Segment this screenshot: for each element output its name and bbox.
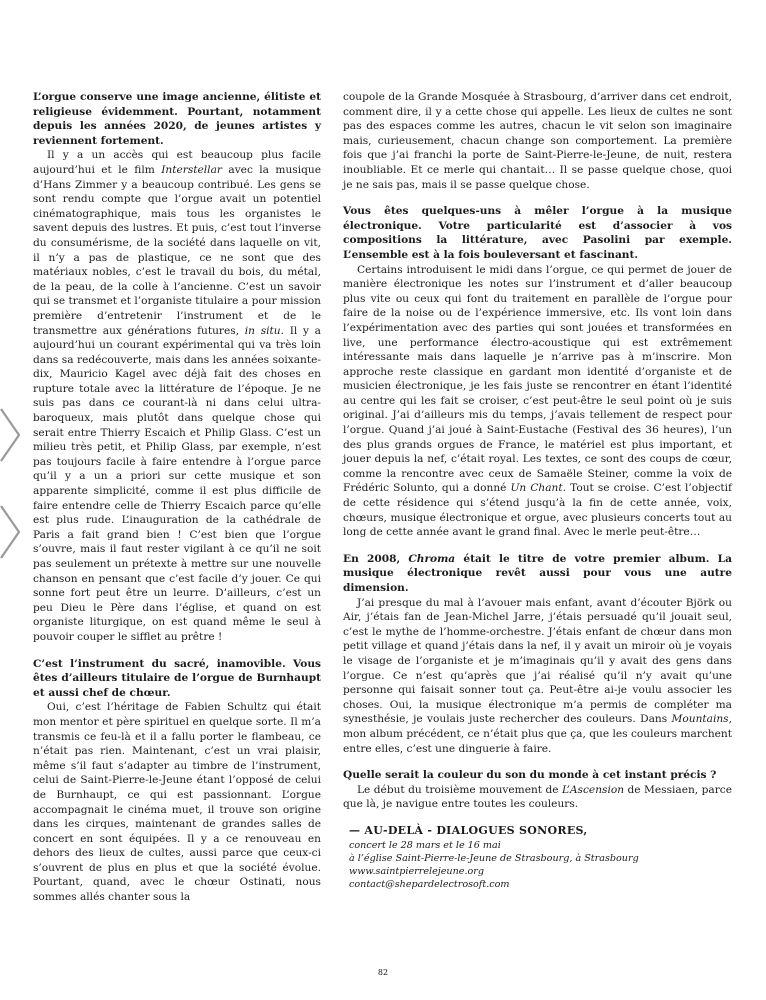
album-title-chroma: Chroma (408, 552, 456, 565)
chevron-down-icon (0, 504, 22, 560)
answer-2-continued: coupole de la Grande Mosquée à Strasbourg, d’arriver dans cet endroit, comment dire, il y a cette chose qui appelle. Les lieux de cultes ne sont pas des espaces comme les autres, chacun le vit selon son imaginaire mais, curieusement, chacun change son comportement. La première fois que j’ai franchi la porte de Saint-Pierre-le-Jeune, de nuit, restera inoubliable. Et ce merle qui chantait… Il se passe quelque chose, quoi je ne sais pas, mais il se passe quelque chose. (343, 91, 732, 191)
answer-1-text-a: Il y a un accès qui est beaucoup plus facile aujourd’hui et le film (33, 149, 321, 176)
page-number: 82 (377, 968, 389, 977)
left-column (33, 90, 321, 905)
event-contact-email: contact@shepardelectrosoft.com (349, 878, 510, 890)
event-website: www.saintpierrelejeune.org (349, 865, 485, 877)
event-title: — AU-DELÀ - DIALOGUES SONORES, (349, 823, 588, 837)
question-4 (343, 552, 732, 596)
answer-5-text-a: Le début du troisième mouvement de (357, 783, 563, 796)
question-3: Vous êtes quelques-uns à mêler l’orgue à la musique électronique. Votre particularité est d’associer à vos compositions la littérature, avec Pasolini par exemple. L’ensemble est à la fois bouleversant et fascinant. (343, 205, 732, 261)
answer-4-text-b: , mon album précédent, ce n’était plus que ça, que les couleurs marchent entre elles, c’est une dinguerie à faire. (343, 713, 732, 755)
question-4-text-b: était le titre de votre premier album. La musique électronique revêt aussi pour vous une autre dimension. (343, 552, 732, 594)
in-situ-italic: in situ (244, 324, 281, 337)
answer-1 (33, 148, 321, 644)
chevron-up-icon (0, 407, 22, 463)
event-venue: à l’église Saint-Pierre-le-Jeune de Strasbourg, à Strasbourg (349, 852, 639, 864)
question-2: C’est l’instrument du sacré, inamovible. Vous êtes d’ailleurs titulaire de l’orgue de Burnhaupt et aussi chef de chœur. (33, 657, 321, 699)
album-title-mountains: Mountains (671, 713, 729, 726)
answer-3-text-b: . Tout se croise. C’est l’objectif de cette résidence qui s’étend jusqu’à la fin de cette année, voix, chœurs, musique électronique et orgue, avec plusieurs concerts tout au long de cette année avant le grand final. Avec le merle peut-être… (343, 482, 732, 539)
answer-3 (343, 263, 732, 540)
question-5: Quelle serait la couleur du son du monde à cet instant précis ? (343, 769, 717, 782)
event-dates: concert le 28 mars et le 16 mai (349, 839, 501, 851)
answer-1-text-b: avec la musique d’Hans Zimmer y a beaucoup contribué. Les gens se sont rendu compte que l’orgue avait un potentiel cinématographique, mais tous les organistes le savent depuis des lustres. Et puis, c’est tout l’inverse du consumérisme, de la société dans laquelle on vit, il n’y a pas de plastique, ce ne sont que des matériaux nobles, c’est le travail du bois, du métal, de la peau, de la colle à l’ancienne. C’est un savoir qui se transmet et l’organiste titulaire a pour mission première d’entretenir l’instrument et de le transmettre aux générations futures, (33, 163, 321, 337)
event-credits (343, 824, 732, 891)
answer-4-text-a: J’ai presque du mal à l’avouer mais enfant, avant d’écouter Björk ou Air, j’étais fan de Jean-Michel Jarre, j’étais persuadé qu’il jouait seul, c’est le mythe de l’homme-orchestre. J’étais enfant de chœur dans mon petit village et quand j’étais dans la nef, il y avait un miroir où je voyais le visage de l’organiste et je m’imaginais qu’il y avait des gens dans l’orgue. Ce n’est qu’après que j’ai réalisé qu’il n’y avait qu’une personne qui faisait sonner tout ça. Peut-être ai-je voulu associer les choses. Oui, la musique électronique m’a permis de compléter ma synesthésie, je voulais juste rechercher des couleurs. Dans (343, 596, 732, 726)
answer-3-text-a: Certains introduisent le midi dans l’orgue, ce qui permet de jouer de manière électronique les notes sur l’instrument et d’aller beaucoup plus vite ou ceux qui font du traitement en parallèle de l’orgue pour faire de la noise ou de l’expérience immersive, etc. Ils vont loin dans l’expérimentation avec des parties qui sont jouées et transformées en live, une performance électro-acoustique qui est extrêmement intéressante mais dans laquelle je n’arrive pas à m’inscrire. Mon approche reste classique en gardant mon identité d’organiste et de musicien électronique, je les fais juste se rencontrer en étant l’identité au centre qui les fait se croiser, c’est peut-être le seul point où je suis original. J’ai d’ailleurs mis du temps, j’avais tellement de respect pour l’orgue. Quand j’ai joué à Saint-Eustache (Festival des 36 heures), l’un des plus grands orgues de France, le matériel est plus important, et jouer depuis la nef, c’était royal. Les textes, ce sont des coups de cœur, comme la rencontre avec ceux de Samaële Steiner, comme la voix de Frédéric Solunto, qui a donné (343, 263, 732, 495)
answer-4 (343, 596, 732, 757)
previous-page-arrow[interactable] (0, 407, 22, 463)
next-page-arrow[interactable] (0, 504, 22, 560)
answer-5 (343, 783, 732, 812)
question-1: L’orgue conserve une image ancienne, élitiste et religieuse évidemment. Pourtant, notamment depuis les années 2020, de jeunes artistes y reviennent fortement. (33, 91, 321, 147)
answer-2: Oui, c’est l’héritage de Fabien Schultz qui était mon mentor et père spirituel en quelque sorte. Il m’a transmis ce feu-là et il a fallu porter le flambeau, ce n’était pas rien. Maintenant, c’est un vrai plaisir, même s’il faut s’adapter au timbre de l’instrument, celui de Saint-Pierre-le-Jeune étant l’opposé de celui de Burnhaupt, ce qui est passionnant. L’orgue accompagnait le cinéma muet, il trouve son origine dans les cirques, maintenant de grandes salles de concert en sont équipées. Il y a ce renouveau en dehors des lieux de cultes, aussi parce que ceux-ci s’ouvrent de plus en plus et que la société évolue. Pourtant, quand, avec le chœur Ostinati, nous sommes allés chanter sous la (33, 701, 321, 904)
film-title-interstellar: Interstellar (161, 163, 222, 176)
question-4-text-a: En 2008, (343, 552, 409, 565)
answer-5-text-b: de Messiaen, parce que là, je navigue entre toutes les couleurs. (343, 783, 733, 811)
right-column (343, 90, 732, 891)
work-title-un-chant: Un Chant (510, 482, 563, 495)
work-title-ascension: L’Ascension (562, 783, 625, 796)
answer-1-text-c: . Il y a aujourd’hui un courant expérimental qui va très loin dans sa redécouverte, mais dans les années soixante-dix, Mauricio Kagel avec déjà fait des choses en rupture totale avec la littérature de l’époque. Je ne suis pas dans ce courant-là ni dans celui ultra-baroqueux, mais plutôt dans quelque chose qui serait entre Thierry Escaich et Philip Glass. C’est un milieu très petit, et Philip Glass, par exemple, n’est pas toujours facile à faire entendre à l’orgue parce qu’il y a un a priori sur cette musique et son apparente simplicité, comme il est plus difficile de faire entendre celle de Thierry Escaich parce qu’elle est plus rude. L’inauguration de la cathédrale de Paris a fait grand bien ! C’est bien que l’orgue s’ouvre, mais il faut rester vigilant à ce qu’il ne soit pas seulement un prétexte à mettre sur une nouvelle chanson en pensant que c’est facile d’y jouer. Ce qui sonne fort peut être un leurre. D’ailleurs, c’est un peu Dieu le Père dans l’église, et quand on est organiste liturgique, on est quand même le seul à pouvoir couper le sifflet au prêtre ! (33, 324, 321, 643)
